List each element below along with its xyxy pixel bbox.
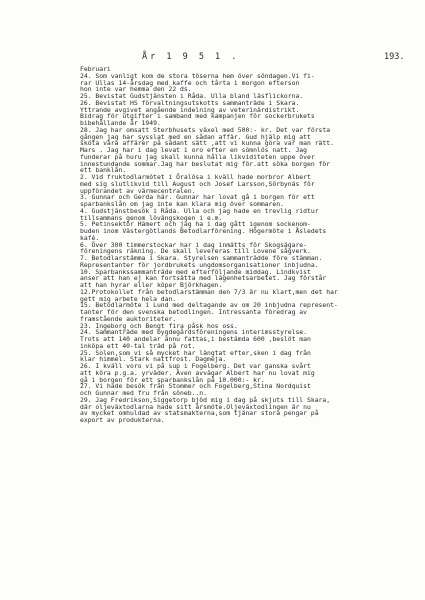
- diary-line: 7. Betodlarstämma i Skara. Styrelsen sammanträdde före stämman.: [80, 254, 323, 262]
- year-heading: År 1 9 5 1 .: [142, 52, 240, 62]
- diary-line: Mars . Jag har i dag levat i oro efter en sömnlös natt. Jag: [80, 146, 308, 154]
- diary-line: föreningens räkning. De skall levereras till Lovene sågverk.: [80, 247, 311, 256]
- diary-line: att köra p.g.a. yrväder. Även avvägar Albert har nu lovat mig: [80, 368, 315, 377]
- diary-line: 24. Som vanligt kom de stora töserna hem över söndagen.Vi fi-: [80, 71, 315, 80]
- diary-line: sparbankslån om jag inte kan klara mig över sommaren.: [80, 200, 284, 208]
- diary-line: 4. Gudstjänstbesök i Råda. Ulla och jag hade en trevlig ridtur: [80, 206, 319, 215]
- diary-line: 28. Jag har omsatt Sterbhusets växel med 500:- kr. Det var första: [80, 125, 331, 134]
- diary-line: framstående auktoriteter.: [80, 314, 177, 323]
- diary-line: 10. Sparbankssammanträde med efterföljande middag. Lindkvist: [80, 267, 311, 276]
- diary-line: av mycket omhuldad av statsmakterna,som tjänar stora pengar på: [80, 409, 319, 418]
- diary-body: [80, 66, 415, 424]
- diary-line: inköpa ett 40-tal träd på rot.: [80, 341, 196, 350]
- diary-line: tanter för den svenska betodlingen. Intressanta föredrag av: [80, 308, 308, 316]
- diary-line: 25. Solen,som vi så mycket har längtat efter,sken i dag från: [80, 348, 311, 357]
- diary-line: kafé.: [80, 233, 100, 242]
- diary-line: innestundande sommar.Jag har beslutat mig för.att söka borgen för: [80, 159, 331, 168]
- diary-line: tillsammans genom lövängskogen i e.m.: [80, 213, 223, 222]
- diary-line: 27. Vi hade besök från Stommer och Fogelberg,Stina Nordquist: [80, 382, 311, 391]
- diary-line: gett mig arbete hela dan.: [80, 294, 177, 303]
- diary-line: 5. Petinsektör Hämert och jag ha i dag gått igenom sockenom-: [80, 220, 311, 229]
- diary-line: 3. Gunnar och Gerda här. Gunnar har lovat gå i borgen för ett: [80, 193, 315, 202]
- diary-line: klar himmel. Stark nattfrost. Dagmeja.: [80, 355, 227, 364]
- diary-line: 12.Protokollet från betodlarstämman den 7/3 är nu klart,men det har: [80, 287, 338, 296]
- diary-line: 24. Sammanträde med bygdegårdsföreningens interimsstyrelse.: [80, 328, 308, 337]
- diary-line: rar Ullas 14-årsdag med kaffe och tårta i morgon efterson: [80, 78, 300, 87]
- diary-line: buden inom Västergötlands Betodlarförening. Högermöte i Åsledets: [80, 227, 327, 235]
- diary-line: anser att han ej kan fortsätta med lägenhetsarbetet. Jag förstår: [80, 274, 327, 283]
- diary-line: funderar på huru jag skall kunna hålla likviditeten uppe över: [80, 152, 315, 161]
- diary-line: sköta våra affärer på sådant sätt ,att vi kunna göra var man rätt.: [80, 139, 334, 148]
- diary-line: 26. I kväll voro vi på sup i Fogelberg. Det var ganska svårt: [80, 362, 311, 370]
- diary-line: uppförandet av värmecentralen.: [80, 186, 196, 195]
- diary-line: Februari: [80, 66, 111, 73]
- diary-line: 6. Över 300 timmerstockar har i dag inmätts för Skogsägare-: [80, 240, 308, 249]
- diary-line: Trots att 140 andelar ännu fattas,i bestämda 600 ,beslöt man: [80, 335, 311, 343]
- diary-line: Representanter för jordbrukets ungdomsorganisationer inbjudna.: [80, 260, 319, 269]
- diary-line: att han hyrar eller köper Björkhagen.: [80, 281, 223, 289]
- diary-line: där oljeväxtodlarna hade sitt årsmöte.Oljeväxtodlingen är nu: [80, 402, 311, 411]
- diary-line: 23. Ingeborg och Bengt fira påsk hos oss.: [80, 321, 238, 330]
- diary-line: gå i borgen för ett sparbankslån på 10.000:- kr.: [80, 375, 265, 384]
- diary-line: 25. Bevistat Gudstjänsten i Råda. Ulla bland läsflickorna.: [80, 92, 304, 100]
- diary-line: med sig slutlikvid till August och Josef Larsson,Sörbynäs för: [80, 179, 315, 188]
- diary-line: ett banklån.: [80, 166, 127, 175]
- diary-line: 2. Vid fruktodlarmötet i Öralösa i kväll hade morbror Albert: [80, 173, 311, 181]
- diary-line: 15. Betodlarmöte i Lund med deltagande av om 20 inbjudna represent-: [80, 301, 338, 310]
- diary-line: Yttrande avgivet angående indelning av veterinärdistrikt.: [80, 105, 300, 114]
- diary-line: export av produkterna.: [80, 416, 165, 424]
- diary-line: Bidrag för utgifter i samband med kampanjen för sockerbrukets: [80, 112, 315, 121]
- page-number: 193.: [384, 52, 405, 62]
- diary-line: gången jag har sysslat med en sådan affär. Gud hjälp mig att: [80, 132, 311, 141]
- diary-line: 29. Jag Fredrikson,Siggetorp bjöd mig i dag på skjuts till Skara,: [80, 395, 331, 404]
- diary-line: hon inte var hemma den 22 ds.: [80, 85, 192, 94]
- diary-line: och Gunnar med fru från söneb..n.: [80, 389, 207, 397]
- diary-line: bibehållande år 1949.: [80, 119, 161, 127]
- diary-line: 26. Bevistat HS förvaltningsutskotts sammanträde i Skara.: [80, 98, 300, 107]
